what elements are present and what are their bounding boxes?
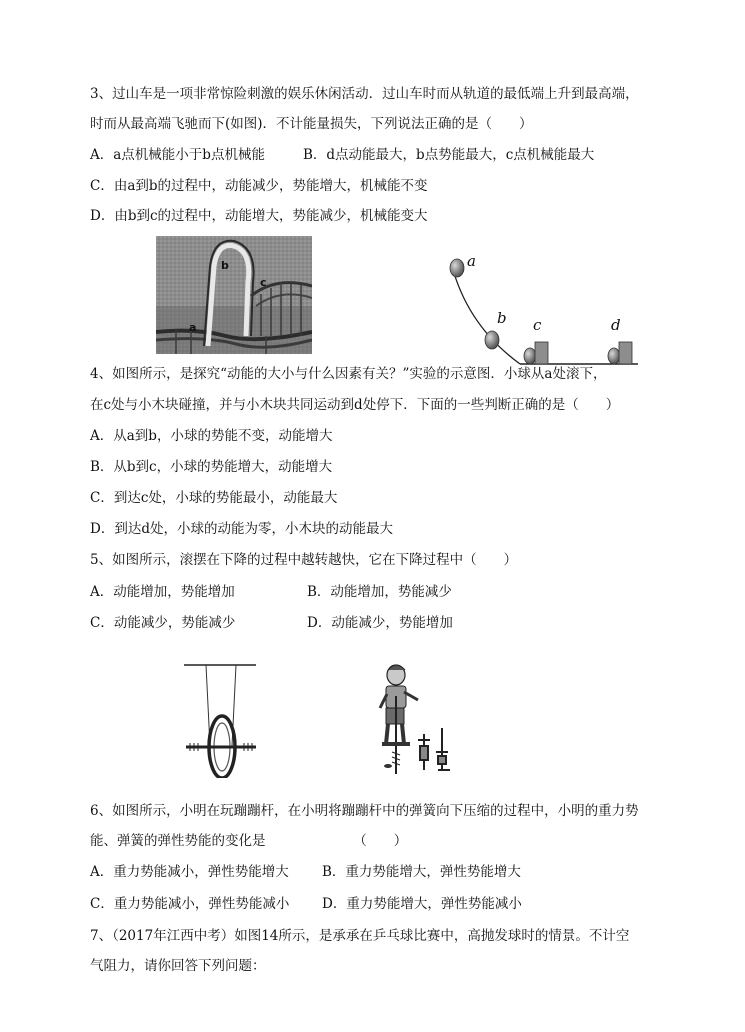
q4-option-d: D．到达d处，小球的动能为零，小木块的动能最大	[90, 521, 393, 537]
photo-label-c: c	[260, 276, 267, 289]
q6-option-b: B．重力势能增大，弹性势能增大	[322, 864, 521, 880]
q4-option-c: C．到达c处，小球的势能最小，动能最大	[90, 490, 338, 506]
photo-label-b: b	[221, 259, 229, 272]
roller-coaster-photo	[156, 236, 312, 354]
q3-option-a: A．a点机械能小于b点机械能	[90, 147, 265, 163]
q6-option-c: C．重力势能减小，弹性势能减小	[90, 896, 290, 912]
ball-ramp-diagram	[440, 248, 640, 374]
diagram-label-d: d	[611, 316, 621, 334]
q4-stem-line1: 4、如图所示，是探究“动能的大小与什么因素有关？”实验的示意图．小球从a处滚下，	[90, 366, 607, 382]
q4-option-b: B．从b到c，小球的势能增大，动能增大	[90, 459, 333, 475]
diagram-label-b: b	[497, 309, 507, 327]
q5-option-b: B．动能增加，势能减少	[307, 584, 452, 600]
q3-stem-line1: 3、过山车是一项非常惊险刺激的娱乐休闲活动．过山车时而从轨道的最低端上升到最高端，	[90, 86, 639, 102]
q4-option-a: A．从a到b，小球的势能不变，动能增大	[90, 428, 333, 444]
q7-stem-line2: 气阻力，请你回答下列问题：	[90, 958, 266, 974]
q6-stem-line1: 6、如图所示，小明在玩蹦蹦杆，在小明将蹦蹦杆中的弹簧向下压缩的过程中，小明的重力势	[90, 803, 639, 819]
q5-option-c: C．动能减少，势能减少	[90, 615, 236, 631]
q5-option-a: A．动能增加，势能增加	[90, 584, 235, 600]
q6-option-d: D．重力势能增大，弹性势能减小	[322, 896, 522, 912]
q6-stem-line2: 能、弹簧的弹性势能的变化是 （ ）	[90, 833, 408, 849]
pogo-stick-figure	[374, 662, 464, 780]
maxwell-pendulum-figure	[180, 660, 260, 778]
q6-option-a: A．重力势能减小，弹性势能增大	[90, 864, 289, 880]
q3-option-b: B．d点动能最大，b点势能最大，c点机械能最大	[303, 147, 595, 163]
diagram-label-a: a	[467, 252, 476, 270]
q7-stem-line1: 7、（2017年江西中考）如图14所示，是承承在乒乓球比赛中，高抛发球时的情景。不计空	[90, 928, 630, 944]
q5-stem: 5、如图所示，滚摆在下降的过程中越转越快，它在下降过程中（ ）	[90, 552, 518, 568]
q3-option-d: D．由b到c的过程中，动能增大，势能减少，机械能变大	[90, 208, 428, 224]
q3-option-c: C．由a到b的过程中，动能减少，势能增大，机械能不变	[90, 178, 428, 194]
q4-stem-line2: 在c处与小木块碰撞，并与小木块共同运动到d处停下．下面的一些判断正确的是（ ）	[90, 397, 620, 413]
q3-stem-line2: 时而从最高端飞驰而下(如图)．不计能量损失，下列说法正确的是（ ）	[90, 116, 533, 132]
photo-label-a: a	[189, 321, 197, 334]
q5-option-d: D．动能减少，势能增加	[307, 615, 453, 631]
diagram-label-c: c	[533, 316, 542, 334]
